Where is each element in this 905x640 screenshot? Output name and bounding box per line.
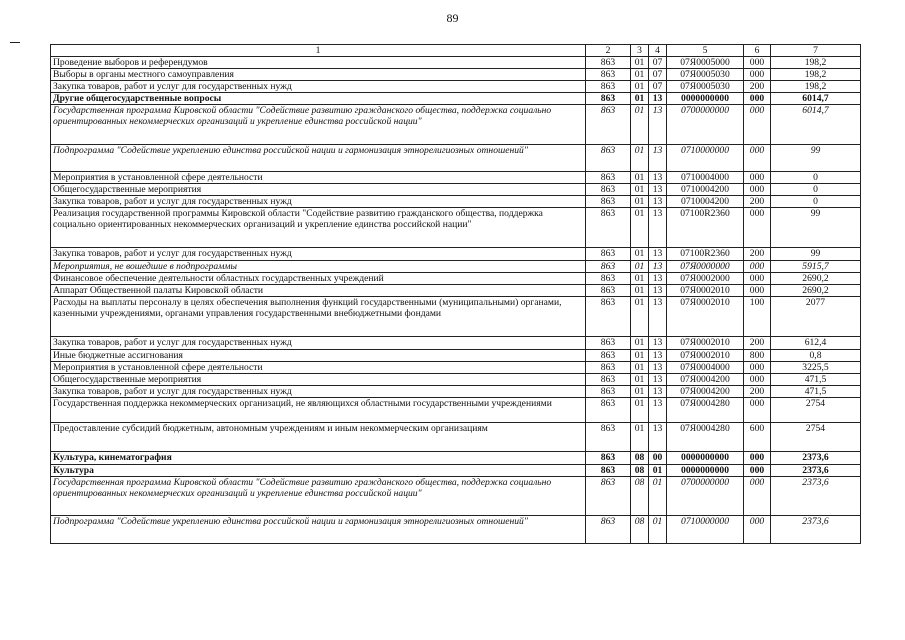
table-row bbox=[51, 477, 861, 516]
row-name: Предоставление субсидий бюджетным, автономным учреждениям и иным некоммерческим организациям bbox=[51, 423, 586, 452]
target-article: 07100R2360 bbox=[667, 208, 744, 248]
target-article: 07Я0002010 bbox=[667, 297, 744, 337]
amount: 0 bbox=[771, 172, 861, 184]
target-article: 07Я0004200 bbox=[667, 374, 744, 386]
subsection-code: 13 bbox=[649, 273, 667, 285]
target-article: 07Я0005000 bbox=[667, 57, 744, 69]
target-article: 0700000000 bbox=[667, 105, 744, 145]
target-article: 07100R2360 bbox=[667, 248, 744, 261]
section-code: 08 bbox=[631, 516, 649, 544]
expense-type: 800 bbox=[744, 350, 771, 362]
row-name: Мероприятия в установленной сфере деятельности bbox=[51, 172, 586, 184]
target-article: 0000000000 bbox=[667, 93, 744, 105]
target-article: 0710004200 bbox=[667, 196, 744, 208]
subsection-code: 13 bbox=[649, 297, 667, 337]
section-code: 01 bbox=[631, 184, 649, 196]
admin-code: 863 bbox=[586, 516, 631, 544]
amount: 0,8 bbox=[771, 350, 861, 362]
subsection-code: 13 bbox=[649, 93, 667, 105]
row-name: Аппарат Общественной палаты Кировской области bbox=[51, 285, 586, 297]
col-header-7: 7 bbox=[771, 45, 861, 57]
col-header-5: 5 bbox=[667, 45, 744, 57]
section-code: 01 bbox=[631, 105, 649, 145]
target-article: 0000000000 bbox=[667, 465, 744, 477]
admin-code: 863 bbox=[586, 398, 631, 423]
table-row bbox=[51, 261, 861, 273]
section-code: 01 bbox=[631, 69, 649, 81]
row-name: Иные бюджетные ассигнования bbox=[51, 350, 586, 362]
expense-type: 200 bbox=[744, 386, 771, 398]
table-row bbox=[51, 172, 861, 184]
expense-type: 200 bbox=[744, 196, 771, 208]
table-row bbox=[51, 423, 861, 452]
admin-code: 863 bbox=[586, 374, 631, 386]
section-code: 01 bbox=[631, 93, 649, 105]
section-code: 01 bbox=[631, 81, 649, 93]
row-name: Государственная программа Кировской области "Содействие развитию гражданского общества, поддержка социально ориентированных некоммерческих организаций и укрепление единства российской нации" bbox=[51, 477, 586, 516]
subsection-code: 13 bbox=[649, 261, 667, 273]
expense-type: 000 bbox=[744, 374, 771, 386]
section-code: 01 bbox=[631, 386, 649, 398]
amount: 3225,5 bbox=[771, 362, 861, 374]
table-row bbox=[51, 398, 861, 423]
section-code: 01 bbox=[631, 208, 649, 248]
admin-code: 863 bbox=[586, 423, 631, 452]
amount: 2373,6 bbox=[771, 516, 861, 544]
expense-type: 000 bbox=[744, 145, 771, 172]
target-article: 0710000000 bbox=[667, 145, 744, 172]
row-name: Закупка товаров, работ и услуг для государственных нужд bbox=[51, 248, 586, 261]
section-code: 01 bbox=[631, 145, 649, 172]
admin-code: 863 bbox=[586, 297, 631, 337]
table-row bbox=[51, 337, 861, 350]
subsection-code: 13 bbox=[649, 184, 667, 196]
admin-code: 863 bbox=[586, 261, 631, 273]
admin-code: 863 bbox=[586, 337, 631, 350]
header-row bbox=[51, 45, 861, 57]
subsection-code: 01 bbox=[649, 465, 667, 477]
expense-type: 000 bbox=[744, 516, 771, 544]
subsection-code: 07 bbox=[649, 57, 667, 69]
table-row bbox=[51, 465, 861, 477]
table-row bbox=[51, 196, 861, 208]
section-code: 08 bbox=[631, 465, 649, 477]
row-name: Закупка товаров, работ и услуг для государственных нужд bbox=[51, 337, 586, 350]
amount: 2754 bbox=[771, 398, 861, 423]
admin-code: 863 bbox=[586, 93, 631, 105]
row-name: Реализация государственной программы Кировской области "Содействие развитию гражданского общества, поддержка социально ориентированных некоммерческих организаций и укрепление единства российской нации" bbox=[51, 208, 586, 248]
row-name: Выборы в органы местного самоуправления bbox=[51, 69, 586, 81]
section-code: 01 bbox=[631, 196, 649, 208]
table-row bbox=[51, 297, 861, 337]
subsection-code: 07 bbox=[649, 69, 667, 81]
row-name: Закупка товаров, работ и услуг для государственных нужд bbox=[51, 386, 586, 398]
margin-mark bbox=[10, 42, 20, 43]
target-article: 07Я0005030 bbox=[667, 81, 744, 93]
amount: 5915,7 bbox=[771, 261, 861, 273]
table-row bbox=[51, 208, 861, 248]
target-article: 07Я0002010 bbox=[667, 337, 744, 350]
section-code: 01 bbox=[631, 172, 649, 184]
target-article: 0710004200 bbox=[667, 184, 744, 196]
amount: 2373,6 bbox=[771, 477, 861, 516]
subsection-code: 13 bbox=[649, 337, 667, 350]
table-row bbox=[51, 184, 861, 196]
expense-type: 200 bbox=[744, 248, 771, 261]
table-row bbox=[51, 69, 861, 81]
row-name: Культура, кинематография bbox=[51, 452, 586, 465]
col-header-3: 3 bbox=[631, 45, 649, 57]
row-name: Проведение выборов и референдумов bbox=[51, 57, 586, 69]
subsection-code: 13 bbox=[649, 398, 667, 423]
admin-code: 863 bbox=[586, 196, 631, 208]
subsection-code: 13 bbox=[649, 362, 667, 374]
page-number: 89 bbox=[446, 11, 459, 25]
amount: 2373,6 bbox=[771, 452, 861, 465]
expense-type: 000 bbox=[744, 69, 771, 81]
row-name: Мероприятия, не вошедшие в подпрограммы bbox=[51, 261, 586, 273]
subsection-code: 13 bbox=[649, 248, 667, 261]
expense-type: 000 bbox=[744, 465, 771, 477]
section-code: 01 bbox=[631, 57, 649, 69]
section-code: 01 bbox=[631, 374, 649, 386]
subsection-code: 13 bbox=[649, 172, 667, 184]
admin-code: 863 bbox=[586, 350, 631, 362]
row-name: Другие общегосударственные вопросы bbox=[51, 93, 586, 105]
subsection-code: 13 bbox=[649, 374, 667, 386]
subsection-code: 13 bbox=[649, 196, 667, 208]
expense-type: 000 bbox=[744, 452, 771, 465]
expense-type: 000 bbox=[744, 172, 771, 184]
target-article: 0700000000 bbox=[667, 477, 744, 516]
amount: 2690,2 bbox=[771, 285, 861, 297]
row-name: Культура bbox=[51, 465, 586, 477]
amount: 2690,2 bbox=[771, 273, 861, 285]
amount: 99 bbox=[771, 208, 861, 248]
amount: 471,5 bbox=[771, 386, 861, 398]
amount: 2077 bbox=[771, 297, 861, 337]
section-code: 01 bbox=[631, 261, 649, 273]
table-row bbox=[51, 452, 861, 465]
section-code: 01 bbox=[631, 398, 649, 423]
table-row bbox=[51, 248, 861, 261]
expense-type: 000 bbox=[744, 261, 771, 273]
row-name: Подпрограмма "Содействие укреплению единства российской нации и гармонизация этнорелигиозных отношений" bbox=[51, 145, 586, 172]
table-row bbox=[51, 285, 861, 297]
target-article: 0000000000 bbox=[667, 452, 744, 465]
admin-code: 863 bbox=[586, 285, 631, 297]
table-row bbox=[51, 374, 861, 386]
section-code: 01 bbox=[631, 273, 649, 285]
section-code: 01 bbox=[631, 248, 649, 261]
subsection-code: 13 bbox=[649, 145, 667, 172]
admin-code: 863 bbox=[586, 145, 631, 172]
target-article: 0710000000 bbox=[667, 516, 744, 544]
table-row bbox=[51, 93, 861, 105]
subsection-code: 07 bbox=[649, 81, 667, 93]
admin-code: 863 bbox=[586, 477, 631, 516]
subsection-code: 13 bbox=[649, 208, 667, 248]
section-code: 01 bbox=[631, 285, 649, 297]
row-name: Закупка товаров, работ и услуг для государственных нужд bbox=[51, 81, 586, 93]
amount: 6014,7 bbox=[771, 93, 861, 105]
expense-type: 200 bbox=[744, 337, 771, 350]
target-article: 07Я0004000 bbox=[667, 362, 744, 374]
subsection-code: 13 bbox=[649, 386, 667, 398]
admin-code: 863 bbox=[586, 105, 631, 145]
expense-type: 000 bbox=[744, 273, 771, 285]
table-row bbox=[51, 105, 861, 145]
amount: 198,2 bbox=[771, 69, 861, 81]
amount: 198,2 bbox=[771, 81, 861, 93]
expense-type: 000 bbox=[744, 208, 771, 248]
table-row bbox=[51, 516, 861, 544]
row-name: Мероприятия в установленной сфере деятельности bbox=[51, 362, 586, 374]
table-row bbox=[51, 273, 861, 285]
table-row bbox=[51, 386, 861, 398]
row-name: Расходы на выплаты персоналу в целях обеспечения выполнения функций государственными (муниципальными) органами, казенными учреждениями, органами управления государственными внебюджетными фондами bbox=[51, 297, 586, 337]
admin-code: 863 bbox=[586, 248, 631, 261]
admin-code: 863 bbox=[586, 69, 631, 81]
admin-code: 863 bbox=[586, 172, 631, 184]
target-article: 07Я0002010 bbox=[667, 285, 744, 297]
amount: 198,2 bbox=[771, 57, 861, 69]
expense-type: 000 bbox=[744, 398, 771, 423]
table-row bbox=[51, 350, 861, 362]
admin-code: 863 bbox=[586, 81, 631, 93]
target-article: 07Я0004280 bbox=[667, 398, 744, 423]
col-header-6: 6 bbox=[744, 45, 771, 57]
admin-code: 863 bbox=[586, 452, 631, 465]
admin-code: 863 bbox=[586, 184, 631, 196]
amount: 2373,6 bbox=[771, 465, 861, 477]
target-article: 07Я0005030 bbox=[667, 69, 744, 81]
target-article: 07Я0002010 bbox=[667, 350, 744, 362]
section-code: 01 bbox=[631, 362, 649, 374]
amount: 99 bbox=[771, 145, 861, 172]
section-code: 08 bbox=[631, 452, 649, 465]
target-article: 07Я0004200 bbox=[667, 386, 744, 398]
expense-type: 000 bbox=[744, 285, 771, 297]
col-header-4: 4 bbox=[649, 45, 667, 57]
amount: 612,4 bbox=[771, 337, 861, 350]
admin-code: 863 bbox=[586, 465, 631, 477]
subsection-code: 01 bbox=[649, 516, 667, 544]
expense-type: 000 bbox=[744, 105, 771, 145]
admin-code: 863 bbox=[586, 208, 631, 248]
section-code: 08 bbox=[631, 477, 649, 516]
table-row bbox=[51, 362, 861, 374]
subsection-code: 13 bbox=[649, 285, 667, 297]
target-article: 07Я0000000 bbox=[667, 261, 744, 273]
row-name: Закупка товаров, работ и услуг для государственных нужд bbox=[51, 196, 586, 208]
subsection-code: 13 bbox=[649, 350, 667, 362]
amount: 6014,7 bbox=[771, 105, 861, 145]
subsection-code: 01 bbox=[649, 477, 667, 516]
amount: 0 bbox=[771, 184, 861, 196]
expense-type: 000 bbox=[744, 362, 771, 374]
target-article: 07Я0004280 bbox=[667, 423, 744, 452]
subsection-code: 13 bbox=[649, 423, 667, 452]
expense-type: 000 bbox=[744, 184, 771, 196]
subsection-code: 13 bbox=[649, 105, 667, 145]
row-name: Государственная программа Кировской области "Содействие развитию гражданского общества, поддержка социально ориентированных некоммерческих организаций и укрепление единства российской нации" bbox=[51, 105, 586, 145]
row-name: Финансовое обеспечение деятельности областных государственных учреждений bbox=[51, 273, 586, 285]
target-article: 0710004000 bbox=[667, 172, 744, 184]
subsection-code: 00 bbox=[649, 452, 667, 465]
col-header-1: 1 bbox=[51, 45, 586, 57]
section-code: 01 bbox=[631, 350, 649, 362]
col-header-2: 2 bbox=[586, 45, 631, 57]
admin-code: 863 bbox=[586, 57, 631, 69]
expense-type: 100 bbox=[744, 297, 771, 337]
row-name: Общегосударственные мероприятия bbox=[51, 374, 586, 386]
row-name: Государственная поддержка некоммерческих организаций, не являющихся областными государственными учреждениями bbox=[51, 398, 586, 423]
section-code: 01 bbox=[631, 337, 649, 350]
table-row bbox=[51, 57, 861, 69]
table-row bbox=[51, 145, 861, 172]
expense-type: 000 bbox=[744, 93, 771, 105]
expense-type: 600 bbox=[744, 423, 771, 452]
row-name: Общегосударственные мероприятия bbox=[51, 184, 586, 196]
section-code: 01 bbox=[631, 423, 649, 452]
amount: 99 bbox=[771, 248, 861, 261]
amount: 2754 bbox=[771, 423, 861, 452]
table-row bbox=[51, 81, 861, 93]
amount: 0 bbox=[771, 196, 861, 208]
target-article: 07Я0002000 bbox=[667, 273, 744, 285]
expense-type: 000 bbox=[744, 477, 771, 516]
admin-code: 863 bbox=[586, 386, 631, 398]
amount: 471,5 bbox=[771, 374, 861, 386]
expense-type: 000 bbox=[744, 57, 771, 69]
section-code: 01 bbox=[631, 297, 649, 337]
budget-table bbox=[50, 44, 861, 544]
admin-code: 863 bbox=[586, 273, 631, 285]
expense-type: 200 bbox=[744, 81, 771, 93]
row-name: Подпрограмма "Содействие укреплению единства российской нации и гармонизация этнорелигиозных отношений" bbox=[51, 516, 586, 544]
admin-code: 863 bbox=[586, 362, 631, 374]
